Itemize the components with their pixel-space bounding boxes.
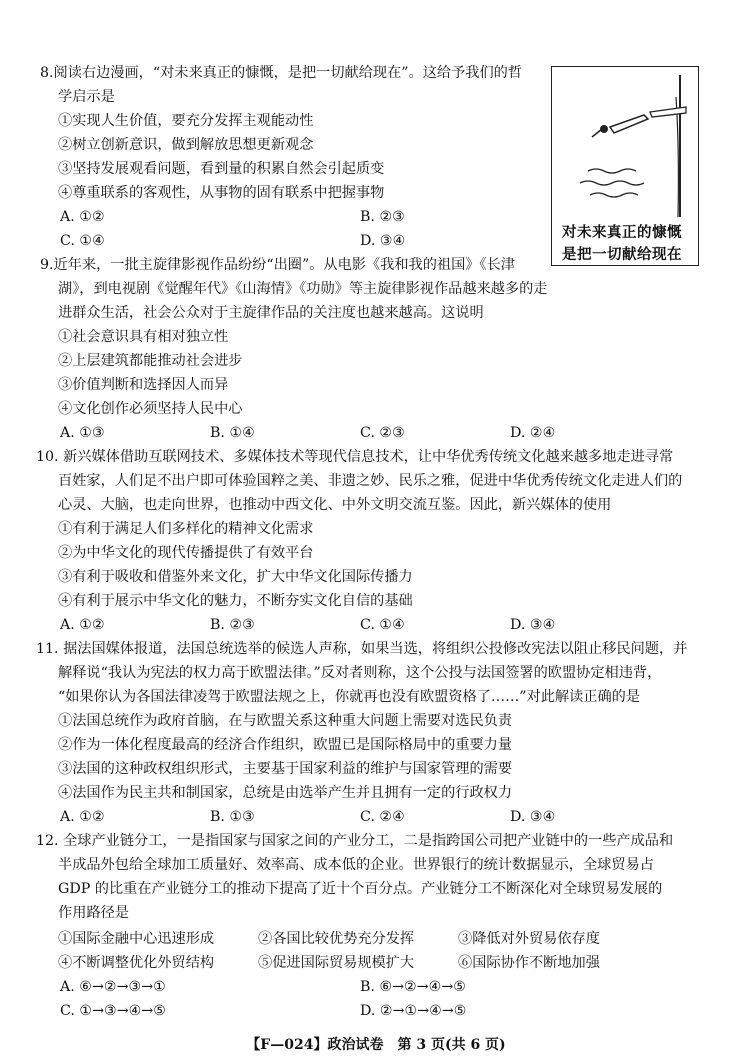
page-footer: 【F—024】政治试卷 第 3 页(共 6 页) xyxy=(246,1037,506,1053)
q12-option-b: B. ⑥→②→④→⑤ xyxy=(360,979,466,995)
cartoon-caption-line-1: 对未来真正的慷慨 xyxy=(562,224,682,241)
q9-item-2: ②上层建筑都能推动社会进步 xyxy=(58,353,243,369)
q9-stem-line-3: 进群众生活，社会公众对于主旋律作品的关注度也越来越高。这说明 xyxy=(58,305,484,321)
q9-option-c: C. ②③ xyxy=(360,425,405,441)
q8-option-b: B. ②③ xyxy=(360,209,405,225)
q11-option-c: C. ②④ xyxy=(360,809,405,825)
q12-option-a: A. ⑥→②→③→① xyxy=(60,979,166,995)
q12-stem-line-2: 半成品外包给全球加工质量好、效率高、成本低的企业。世界银行的统计数据显示，全球贸易占 xyxy=(58,857,654,873)
q12-item-4: ④不断调整优化外贸结构 xyxy=(58,955,215,971)
q10-item-4: ④有利于展示中华文化的魅力，不断夯实文化自信的基础 xyxy=(58,593,413,609)
q11-stem-line-1: 11. 据法国媒体报道，法国总统选举的候选人声称，如果当选，将组织公投修改宪法以阻止移民问题，并 xyxy=(36,641,688,657)
q11-item-1: ①法国总统作为政府首脑，在与欧盟关系这种重大问题上需要对选民负责 xyxy=(58,713,513,729)
q10-stem-line-1: 10. 新兴媒体借助互联网技术、多媒体技术等现代信息技术，让中华优秀传统文化越来越多地走进寻常 xyxy=(36,449,674,465)
q8-item-2: ②树立创新意识，做到解放思想更新观念 xyxy=(58,137,314,153)
q11-item-4: ④法国作为民主共和制国家，总统是由选举产生并且拥有一定的行政权力 xyxy=(58,785,513,801)
q10-item-3: ③有利于吸收和借鉴外来文化，扩大中华文化国际传播力 xyxy=(58,569,413,585)
q11-item-2: ②作为一体化程度最高的经济合作组织，欧盟已是国际格局中的重要力量 xyxy=(58,737,513,753)
q12-option-d: D. ②→①→④→⑤ xyxy=(360,1003,467,1019)
q9-option-b: B. ①④ xyxy=(210,425,255,441)
q8-item-3: ③坚持发展观看问题，看到量的积累自然会引起质变 xyxy=(58,161,385,177)
q10-stem-line-3: 心灵、大脑，也走向世界，也推动中西文化、中外文明交流互鉴。因此，新兴媒体的使用 xyxy=(58,497,612,513)
q11-stem-line-3: “如果你认为各国法律凌驾于欧盟法规之上，你就再也没有欧盟资格了……”对此解读正确的是 xyxy=(58,689,641,705)
q11-item-3: ③法国的这种政权组织形式，主要基于国家利益的维护与国家管理的需要 xyxy=(58,761,513,777)
q9-item-4: ④文化创作必须坚持人民中心 xyxy=(58,401,243,417)
q8-stem-line-2: 学启示是 xyxy=(58,89,115,105)
q10-item-1: ①有利于满足人们多样化的精神文化需求 xyxy=(58,521,314,537)
q9-stem-line-1: 9.近年来，一批主旋律影视作品纷纷“出圈”。从电影《我和我的祖国》《长津 xyxy=(40,257,515,273)
q12-item-1: ①国际金融中心迅速形成 xyxy=(58,931,215,947)
q8-option-c: C. ①④ xyxy=(60,233,105,249)
q8-stem-line-1: 8.阅读右边漫画，“对未来真正的慷慨，是把一切献给现在”。这给予我们的哲 xyxy=(40,65,523,81)
q12-item-2: ②各国比较优势充分发挥 xyxy=(258,931,415,947)
q9-item-3: ③价值判断和选择因人而异 xyxy=(58,377,229,393)
q11-option-d: D. ③④ xyxy=(510,809,556,825)
q8-item-4: ④尊重联系的客观性，从事物的固有联系中把握事物 xyxy=(58,185,385,201)
q12-item-6: ⑥国际协作不断地加强 xyxy=(458,955,600,971)
q10-option-b: B. ②③ xyxy=(210,617,255,633)
q8-option-a: A. ①② xyxy=(60,209,105,225)
q8-item-1: ①实现人生价值，要充分发挥主观能动性 xyxy=(58,113,314,129)
q8-option-d: D. ③④ xyxy=(360,233,406,249)
q9-option-a: A. ①③ xyxy=(60,425,105,441)
q10-item-2: ②为中华文化的现代传播提供了有效平台 xyxy=(58,545,314,561)
q12-stem-line-1: 12. 全球产业链分工，一是指国家与国家之间的产业分工，二是指跨国公司把产业链中的一些产成品和 xyxy=(36,833,674,849)
q10-option-d: D. ③④ xyxy=(510,617,556,633)
q10-option-c: C. ①④ xyxy=(360,617,405,633)
q12-option-c: C. ①→③→④→⑤ xyxy=(60,1003,166,1019)
q11-stem-line-2: 解释说“我认为宪法的权力高于欧盟法律。”反对者则称，这个公投与法国签署的欧盟协定相违背， xyxy=(58,665,662,681)
q12-item-3: ③降低对外贸易依存度 xyxy=(458,931,600,947)
q10-stem-line-2: 百姓家，人们足不出户即可体验国粹之美、非遗之妙、民乐之雅，促进中华优秀传统文化走进人们的 xyxy=(58,473,683,489)
q9-item-1: ①社会意识具有相对独立性 xyxy=(58,329,229,345)
q10-option-a: A. ①② xyxy=(60,617,105,633)
q11-option-b: B. ①③ xyxy=(210,809,255,825)
q11-option-a: A. ①② xyxy=(60,809,105,825)
q12-item-5: ⑤促进国际贸易规模扩大 xyxy=(258,955,415,971)
cartoon-caption-line-2: 是把一切献给现在 xyxy=(562,246,682,263)
q9-option-d: D. ②④ xyxy=(510,425,556,441)
q12-stem-line-3: GDP 的比重在产业链分工的推动下提高了近十个百分点。产业链分工不断深化对全球贸易发展的 xyxy=(58,881,663,897)
q8-cartoon xyxy=(551,66,699,266)
q9-stem-line-2: 湖》，到电视剧《觉醒年代》《山海情》《功勋》等主旋律影视作品越来越多的走 xyxy=(58,281,548,297)
q12-stem-line-4: 作用路径是 xyxy=(58,905,129,921)
